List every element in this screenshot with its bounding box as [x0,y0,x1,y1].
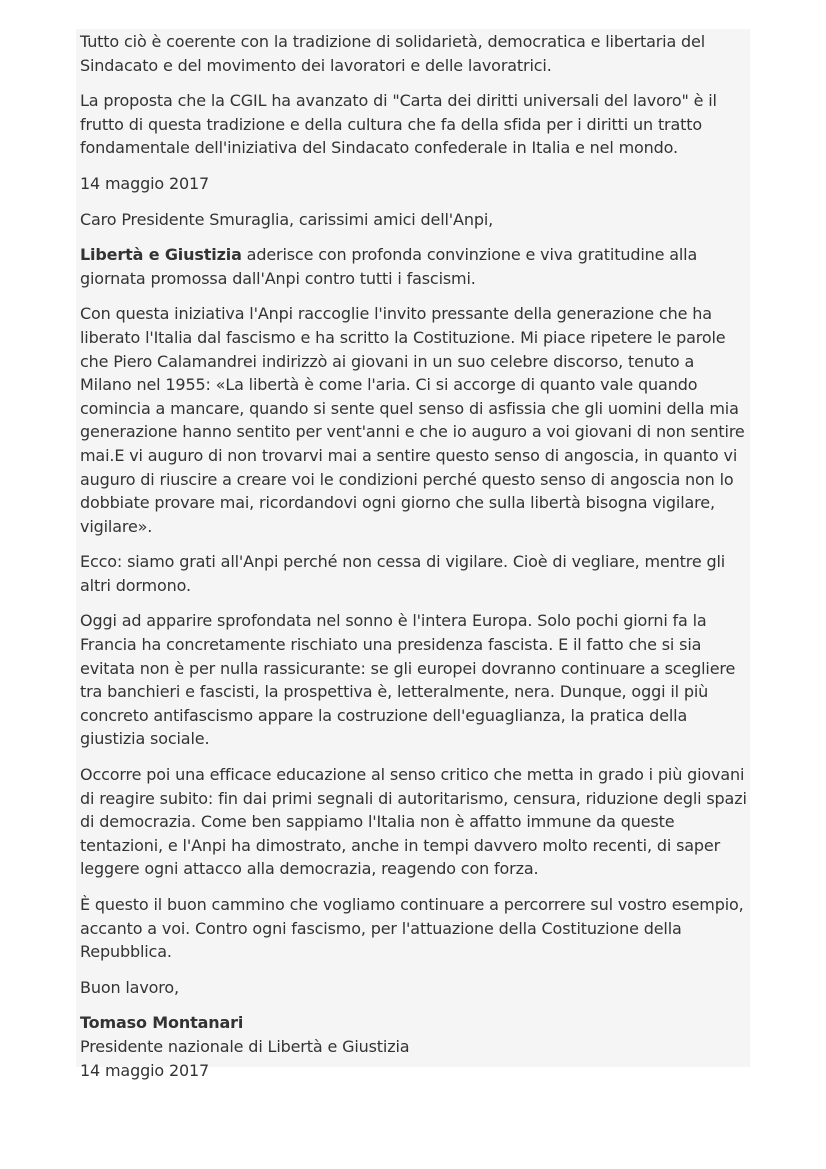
signature-name: Tomaso Montanari [80,1013,244,1033]
organization-name: Libertà e Giustizia [80,245,242,265]
closing: Buon lavoro, [80,977,179,997]
paragraph-cgil-charter: La proposta che la CGIL ha avanzato di "Carta dei diritti universali del lavoro" è il frutto di questa tradizione e della cultura che fa della sfida per i diritti un tratto fondamentale dell'iniziativa del Sindacato confederale in Italia e nel mondo. [80,91,717,158]
paragraph-education: Occorre poi una efficace educazione al senso critico che metta in grado i più giovani di reagire subito: fin dai primi segnali di autoritarismo, censura, riduzione degli spazi di democrazia. Come ben sappiamo l'Italia non è affatto immune da queste tentazioni, e l'Anpi ha dimostrato, anche in tempi davvero molto recenti, di saper leggere ogni attacco alla democrazia, reagendo con forza. [80,765,747,879]
paragraph-europe: Oggi ad apparire sprofondata nel sonno è l'intera Europa. Solo pochi giorni fa la Francia ha concretamente rischiato una presidenza fascista. E il fatto che si sia evitata non è per nulla rassicurante: se gli europei dovranno continuare a scegliere tra banchieri e fascisti, la prospettiva è, letteralmente, nera. Dunque, oggi il più concreto antifascismo appare la costruzione dell'eguaglianza, la pratica della giustizia sociale. [80,611,736,749]
paragraph-cgil-tradition: Tutto ciò è coerente con la tradizione di solidarietà, democratica e libertaria del Sindacato e del movimento dei lavoratori e delle lavoratrici. [80,32,706,75]
paragraph-adhesion [80,243,750,290]
date-line: 14 maggio 2017 [80,173,210,193]
paragraph-calamandrei-quote: Con questa iniziativa l'Anpi raccoglie l'invito pressante della generazione che ha liberato l'Italia dal fascismo e ha scritto la Costituzione. Mi piace ripetere le parole che Piero Calamandrei indirizzò ai giovani in un suo celebre discorso, tenuto a Milano nel 1955: «La libertà è come l'aria. Ci si accorge di quanto vale quando comincia a mancare, quando si sente quel senso di asfissia che gli uomini della mia generazione hanno sentito per vent'anni e che io auguro a voi giovani di non sentire mai.E vi auguro di non trovarvi mai a sentire questo senso di angoscia, in quanto vi auguro di riuscire a creare voi le condizioni perché questo senso di angoscia non lo dobbiate provare mai, ricordandovi ogni giorno che sulla libertà bisogna vigilare, vigilare». [80,304,745,536]
paragraph-vigilance: Ecco: siamo grati all'Anpi perché non cessa di vigilare. Cioè di vegliare, mentre gli altri dormono. [80,552,726,595]
signature-block [80,1011,750,1082]
letter-body [76,29,750,1080]
adhesion-text: aderisce con profonda convinzione e viva gratitudine alla giornata promossa dall'Anpi contro tutti i fascismi. [80,245,698,288]
signature-title: Presidente nazionale di Libertà e Giustizia [80,1036,410,1056]
greeting: Caro Presidente Smuraglia, carissimi amici dell'Anpi, [80,209,494,229]
paragraph-path: È questo il buon cammino che vogliamo continuare a percorrere sul vostro esempio, accanto a voi. Contro ogni fascismo, per l'attuazione della Costituzione della Repubblica. [80,895,744,962]
signature-date: 14 maggio 2017 [80,1060,210,1080]
